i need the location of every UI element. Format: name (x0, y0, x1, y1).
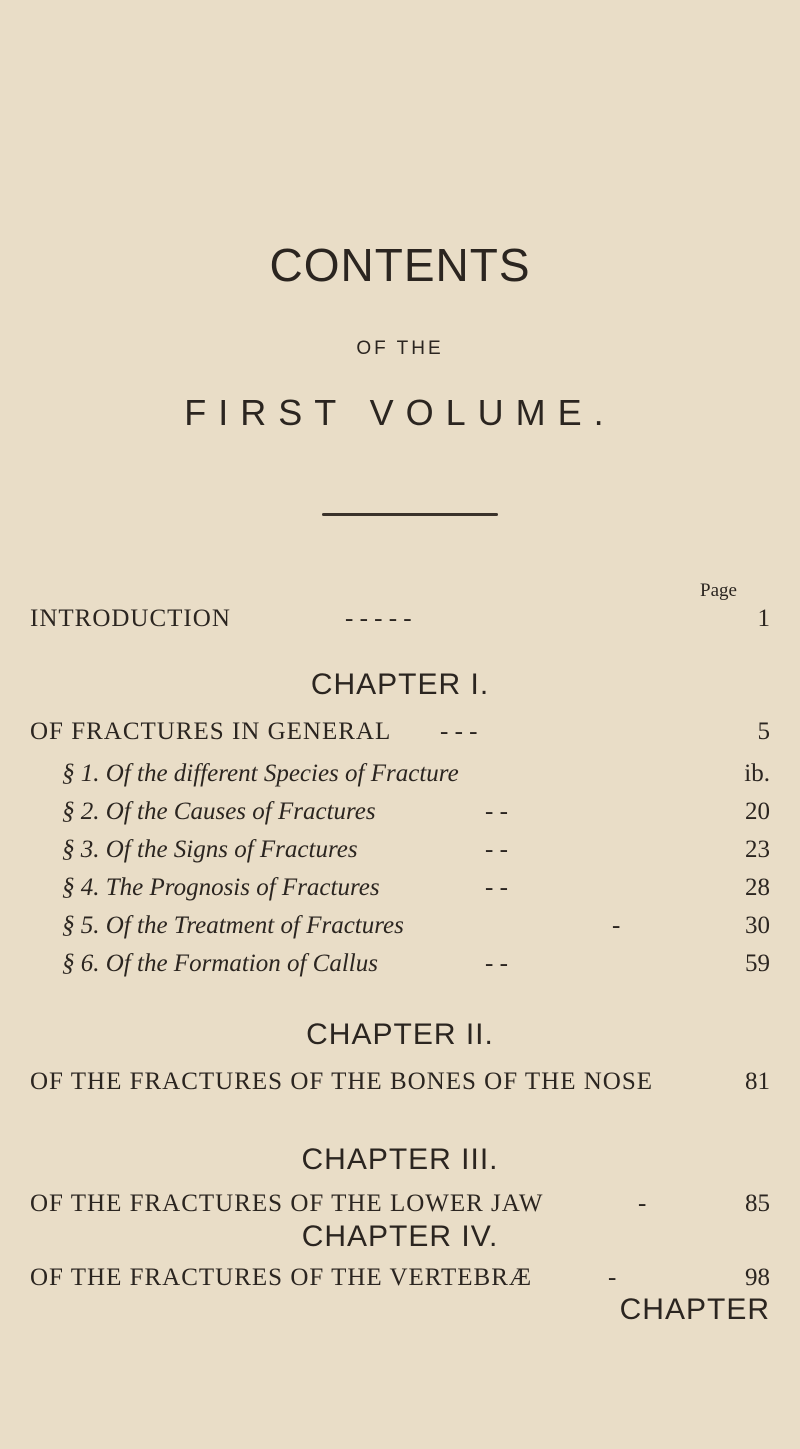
toc-section-2 (0, 798, 800, 838)
toc-entry-page: 59 (745, 950, 770, 977)
chapter-heading-1: CHAPTER I. (310, 668, 490, 701)
toc-entry-label: § 5. Of the Treatment of Fractures (62, 912, 404, 939)
toc-entry-leader: - (612, 912, 621, 939)
toc-section-4 (0, 874, 800, 914)
contents-subtitle-volume: FIRST VOLUME. (184, 392, 616, 433)
toc-section-6 (0, 950, 800, 990)
toc-entry-leader: - - (485, 874, 508, 901)
contents-subtitle-of: OF THE (356, 338, 444, 359)
toc-entry-leader: - - (485, 950, 508, 977)
toc-entry-label: OF FRACTURES IN GENERAL (30, 718, 392, 745)
toc-entry-page: 98 (745, 1264, 770, 1291)
toc-section-3 (0, 836, 800, 876)
toc-entry-introduction (0, 605, 800, 645)
toc-entry-page: 1 (757, 605, 770, 632)
contents-title: CONTENTS (269, 239, 531, 291)
page-column-header: Page (700, 580, 737, 601)
toc-entry-page: 20 (745, 798, 770, 825)
toc-entry-label: OF THE FRACTURES OF THE LOWER JAW (30, 1190, 544, 1217)
toc-entry-label: § 6. Of the Formation of Callus (62, 950, 378, 977)
chapter-heading-2: CHAPTER II. (306, 1018, 494, 1051)
toc-entry-leader: - (608, 1264, 617, 1291)
toc-entry-label: INTRODUCTION (30, 605, 231, 632)
toc-entry-page: 81 (745, 1068, 770, 1095)
toc-entry-leader: - (638, 1190, 647, 1217)
toc-entry-page: 5 (757, 718, 770, 745)
title-divider (322, 513, 498, 516)
toc-entry-page: ib. (744, 760, 770, 787)
toc-entry-chapter-1 (0, 718, 800, 758)
toc-entry-chapter-2 (0, 1068, 800, 1108)
toc-entry-label: OF THE FRACTURES OF THE VERTEBRÆ (30, 1264, 533, 1291)
toc-entry-label: § 1. Of the different Species of Fracture (62, 760, 459, 787)
chapter-heading-4: CHAPTER IV. (301, 1220, 499, 1253)
toc-entry-page: 85 (745, 1190, 770, 1217)
toc-entry-leader: - - (485, 798, 508, 825)
toc-entry-page: 23 (745, 836, 770, 863)
toc-entry-label: § 3. Of the Signs of Fractures (62, 836, 358, 863)
toc-section-5 (0, 912, 800, 952)
toc-entry-label: § 2. Of the Causes of Fractures (62, 798, 376, 825)
toc-entry-page: 28 (745, 874, 770, 901)
toc-entry-label: OF THE FRACTURES OF THE BONES OF THE NOSE (30, 1068, 654, 1095)
toc-entry-label: § 4. The Prognosis of Fractures (62, 874, 380, 901)
toc-entry-leader: - - - (440, 718, 478, 745)
toc-entry-leader: - - (485, 836, 508, 863)
toc-entry-page: 30 (745, 912, 770, 939)
toc-section-1 (0, 760, 800, 800)
toc-entry-leader: - - - - - (345, 605, 412, 632)
chapter-heading-3: CHAPTER III. (301, 1143, 499, 1176)
catchword: CHAPTER (619, 1293, 770, 1326)
